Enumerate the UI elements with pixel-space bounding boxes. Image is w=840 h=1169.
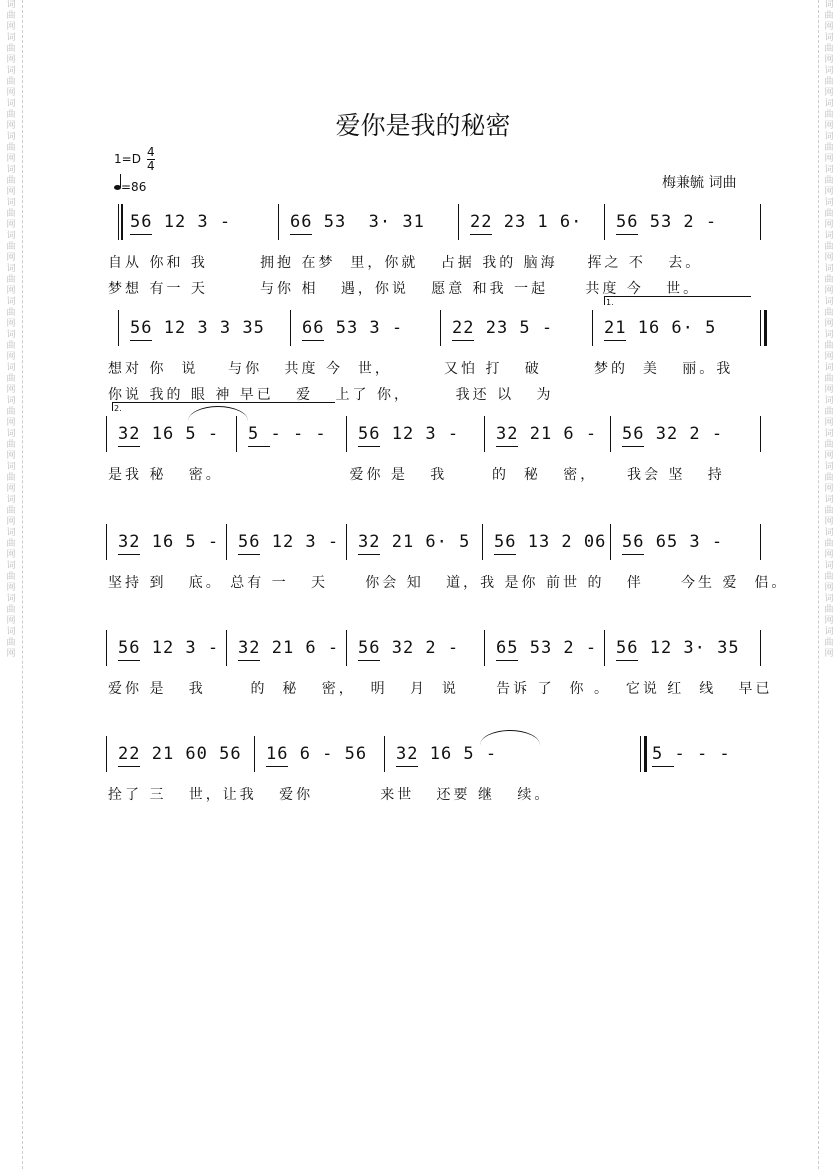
measure-notes: 56 53 2 - xyxy=(616,212,718,232)
bar-line xyxy=(482,524,483,560)
beam-underline xyxy=(652,766,674,767)
bar-line xyxy=(440,310,441,346)
beam-underline xyxy=(118,554,140,555)
beam-underline xyxy=(130,340,152,341)
bar-line xyxy=(604,630,605,666)
beam-underline xyxy=(494,554,516,555)
bar-line xyxy=(592,310,593,346)
bar-line xyxy=(106,524,107,560)
measure-notes: 56 12 3 - xyxy=(358,424,460,444)
measure-notes: 32 16 5 - xyxy=(118,532,220,552)
bar-line xyxy=(290,310,291,346)
measure-notes: 32 16 5 - xyxy=(396,744,498,764)
bar-line xyxy=(118,204,119,240)
beam-underline xyxy=(396,766,418,767)
measure-notes: 32 21 6· 5 xyxy=(358,532,471,552)
beam-underline xyxy=(118,766,140,767)
lyric-line-1: 是我 秘 密。 爱你 是 我 的 秘 密， 我会 坚 持 xyxy=(108,467,725,483)
key-signature: 1=D xyxy=(114,152,141,166)
bar-line xyxy=(484,630,485,666)
bar-line xyxy=(226,630,227,666)
measure-notes: 56 13 2 06 xyxy=(494,532,607,552)
measure-notes: 56 12 3 3 35 xyxy=(130,318,265,338)
time-sig-numerator: 4 xyxy=(147,145,155,159)
lyric-line-2: 你说 我的 眼 神 早已 爱 上了 你， 我还 以 为 xyxy=(108,387,554,403)
beam-underline xyxy=(604,340,626,341)
measure-notes: 16 6 - 56 xyxy=(266,744,368,764)
measure-notes: 56 12 3 - xyxy=(238,532,340,552)
bar-line xyxy=(226,524,227,560)
bar-line xyxy=(610,416,611,452)
beam-underline xyxy=(616,234,638,235)
bar-line xyxy=(346,524,347,560)
measure-notes: 32 16 5 - xyxy=(118,424,220,444)
bar-line xyxy=(106,630,107,666)
beam-underline xyxy=(622,554,644,555)
bar-line xyxy=(106,416,107,452)
bar-line xyxy=(760,204,761,240)
measure-notes: 56 32 2 - xyxy=(622,424,724,444)
measure-notes: 5 - - - xyxy=(248,424,327,444)
measure-notes: 22 23 5 - xyxy=(452,318,554,338)
beam-underline xyxy=(622,446,644,447)
measure-notes: 56 12 3 - xyxy=(130,212,232,232)
final-bar-line xyxy=(764,310,767,346)
measure-notes: 66 53 3· 31 xyxy=(290,212,425,232)
measure-notes: 56 32 2 - xyxy=(358,638,460,658)
watermark-right: 词曲网 词曲网 词曲网 词曲网 词曲网 词曲网 词曲网 词曲网 词曲网 词曲网 词曲网 词曲网 词曲网 词曲网 词曲网 词曲网 词曲网 词曲网 词曲网 词曲网 xyxy=(824,0,834,659)
lyric-line-1: 坚持 到 底。 总有 一 天 你会 知 道，我 是你 前世 的 伴 今生 爱 侣。 xyxy=(108,575,789,591)
beam-underline xyxy=(616,660,638,661)
beam-underline xyxy=(496,660,518,661)
beam-underline xyxy=(238,660,260,661)
volta-bracket xyxy=(604,296,751,305)
measure-notes: 22 21 60 56 xyxy=(118,744,242,764)
bar-line xyxy=(760,524,761,560)
bar-line xyxy=(458,204,459,240)
bar-line xyxy=(384,736,385,772)
bar-line xyxy=(118,310,119,346)
lyric-line-2: 梦想 有一 天 与你 相 遇，你说 愿意 和我 一起 共度 今 世。 xyxy=(108,281,701,297)
bar-line xyxy=(236,416,237,452)
composer-credit: 梅兼毓 词曲 xyxy=(662,175,737,191)
measure-notes: 32 21 6 - xyxy=(238,638,340,658)
bar-line xyxy=(610,524,611,560)
beam-underline xyxy=(470,234,492,235)
lyric-line-1: 拴了 三 世，让我 爱你 来世 还要 继 续。 xyxy=(108,787,552,803)
lyric-line-1: 爱你 是 我 的 秘 密， 明 月 说 告诉 了 你 。 它说 红 线 早已 xyxy=(108,681,773,697)
beam-underline xyxy=(248,446,270,447)
measure-notes: 21 16 6· 5 xyxy=(604,318,717,338)
bar-line xyxy=(254,736,255,772)
bar-line xyxy=(760,630,761,666)
bar-line xyxy=(106,736,107,772)
beam-underline xyxy=(290,234,312,235)
measure-notes: 56 12 3· 35 xyxy=(616,638,740,658)
bar-line xyxy=(278,204,279,240)
beam-underline xyxy=(358,554,380,555)
measure-notes: 32 21 6 - xyxy=(496,424,598,444)
beam-underline xyxy=(266,766,288,767)
bar-line xyxy=(346,416,347,452)
volta-number: 1. xyxy=(606,298,614,307)
bar-line xyxy=(604,204,605,240)
final-bar-line xyxy=(644,736,647,772)
tie-slur xyxy=(480,730,540,745)
beam-underline xyxy=(358,660,380,661)
bar-line xyxy=(760,416,761,452)
bar-line xyxy=(346,630,347,666)
beam-underline xyxy=(358,446,380,447)
tempo-value: =86 xyxy=(121,180,147,194)
page-title: 爱你是我的秘密 xyxy=(335,111,511,140)
bar-line xyxy=(760,310,761,346)
beam-underline xyxy=(452,340,474,341)
time-sig-denominator: 4 xyxy=(147,159,155,173)
measure-notes: 5 - - - xyxy=(652,744,731,764)
watermark-left: 词曲网 词曲网 词曲网 词曲网 词曲网 词曲网 词曲网 词曲网 词曲网 词曲网 词曲网 词曲网 词曲网 词曲网 词曲网 词曲网 词曲网 词曲网 词曲网 词曲网 xyxy=(6,0,16,659)
volta-number: 2. xyxy=(114,404,122,413)
measure-notes: 56 65 3 - xyxy=(622,532,724,552)
bar-line xyxy=(121,204,123,240)
beam-underline xyxy=(118,660,140,661)
lyric-line-1: 自从 你和 我 拥抱 在梦 里，你就 占据 我的 脑海 挥之 不 去。 xyxy=(108,255,703,271)
measure-notes: 22 23 1 6· xyxy=(470,212,583,232)
bar-line xyxy=(484,416,485,452)
beam-underline xyxy=(302,340,324,341)
measure-notes: 66 53 3 - xyxy=(302,318,404,338)
beam-underline xyxy=(130,234,152,235)
lyric-line-1: 想对 你 说 与你 共度 今 世， 又怕 打 破 梦的 美 丽。我 xyxy=(108,361,734,377)
bar-line xyxy=(640,736,641,772)
measure-notes: 65 53 2 - xyxy=(496,638,598,658)
measure-notes: 56 12 3 - xyxy=(118,638,220,658)
beam-underline xyxy=(496,446,518,447)
beam-underline xyxy=(238,554,260,555)
beam-underline xyxy=(118,446,140,447)
